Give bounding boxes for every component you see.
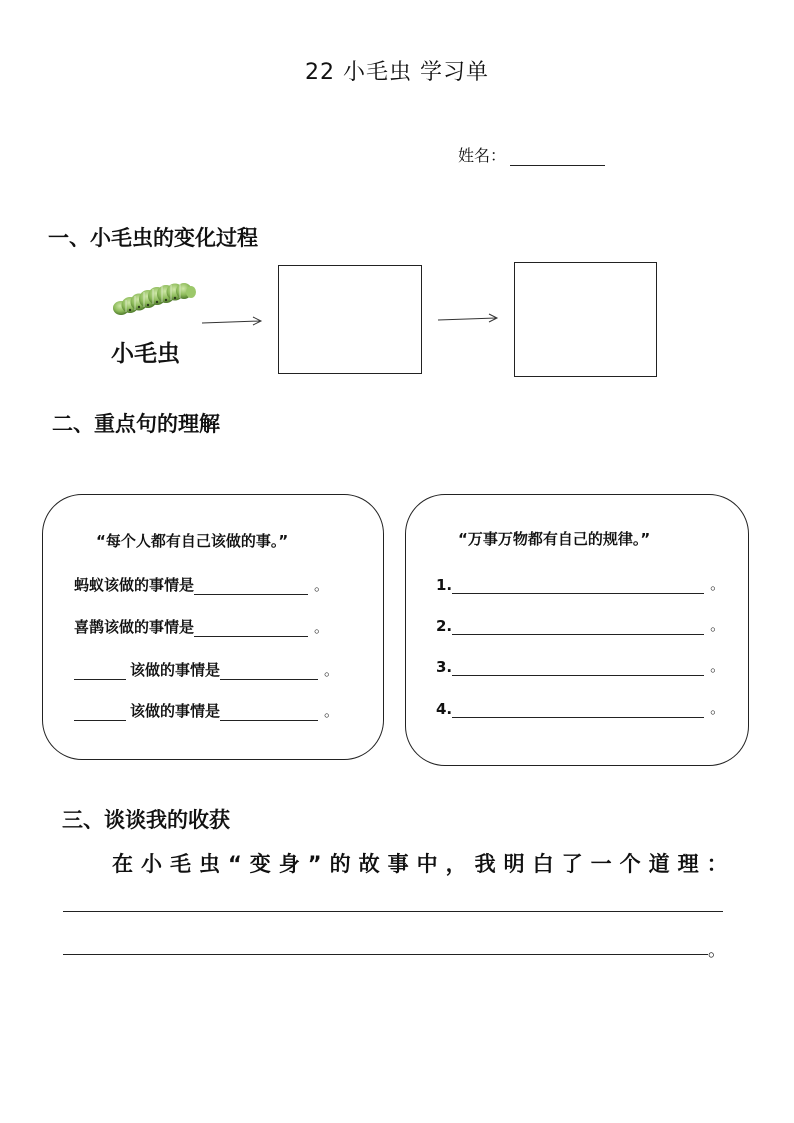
row-prefix: 该做的事情是 (130, 702, 221, 720)
name-field-row (458, 143, 605, 166)
right-card-quote: “万事万物都有自己的规律。” (458, 530, 651, 548)
item-number: 4. (436, 700, 453, 718)
caterpillar-image (112, 278, 196, 320)
answer-blank[interactable] (194, 578, 308, 595)
left-card-row (74, 659, 339, 680)
end-mark: 。 (314, 618, 330, 636)
end-mark: 。 (314, 576, 330, 594)
left-card-row (74, 700, 339, 721)
end-mark: 。 (324, 702, 340, 720)
answer-blank[interactable] (220, 663, 318, 680)
answer-blank[interactable] (452, 701, 704, 718)
right-card-item (436, 697, 725, 718)
row-prefix: 蚂蚁该做的事情是 (74, 576, 195, 594)
arrow-icon (200, 314, 264, 328)
answer-line[interactable] (63, 911, 723, 912)
answer-blank[interactable] (220, 704, 318, 721)
end-mark: 。 (710, 616, 726, 634)
item-number: 3. (436, 658, 453, 676)
row-prefix: 喜鹊该做的事情是 (74, 618, 195, 636)
subject-blank[interactable] (74, 704, 126, 721)
answer-line[interactable] (63, 954, 708, 955)
left-card-quote: “每个人都有自己该做的事。” (96, 532, 289, 550)
item-number: 1. (436, 576, 453, 594)
arrow-icon (436, 311, 500, 325)
section1-heading: 一、小毛虫的变化过程 (48, 226, 258, 250)
section3-heading: 三、谈谈我的收获 (62, 808, 230, 832)
left-card-row (74, 574, 329, 595)
item-number: 2. (436, 617, 453, 635)
right-card-item (436, 614, 725, 635)
right-card-item (436, 655, 725, 676)
answer-blank[interactable] (452, 577, 704, 594)
stage-box-3[interactable] (514, 262, 657, 377)
caterpillar-label: 小毛虫 (111, 341, 180, 367)
answer-blank[interactable] (452, 618, 704, 635)
name-blank[interactable] (510, 149, 605, 166)
end-mark: 。 (708, 940, 726, 961)
answer-blank[interactable] (194, 620, 308, 637)
answer-blank[interactable] (452, 659, 704, 676)
section2-heading: 二、重点句的理解 (52, 412, 220, 436)
end-mark: 。 (324, 661, 340, 679)
right-card-item (436, 573, 725, 594)
end-mark: 。 (710, 699, 726, 717)
end-mark: 。 (710, 657, 726, 675)
left-card-row (74, 616, 329, 637)
section3-prompt: 在小毛虫“变身”的故事中，我明白了一个道理： (112, 852, 736, 876)
page-title: 22 小毛虫 学习单 (305, 60, 489, 85)
stage-box-2[interactable] (278, 265, 422, 374)
row-prefix: 该做的事情是 (130, 661, 221, 679)
name-label: 姓名： (458, 146, 507, 165)
end-mark: 。 (710, 575, 726, 593)
subject-blank[interactable] (74, 663, 126, 680)
